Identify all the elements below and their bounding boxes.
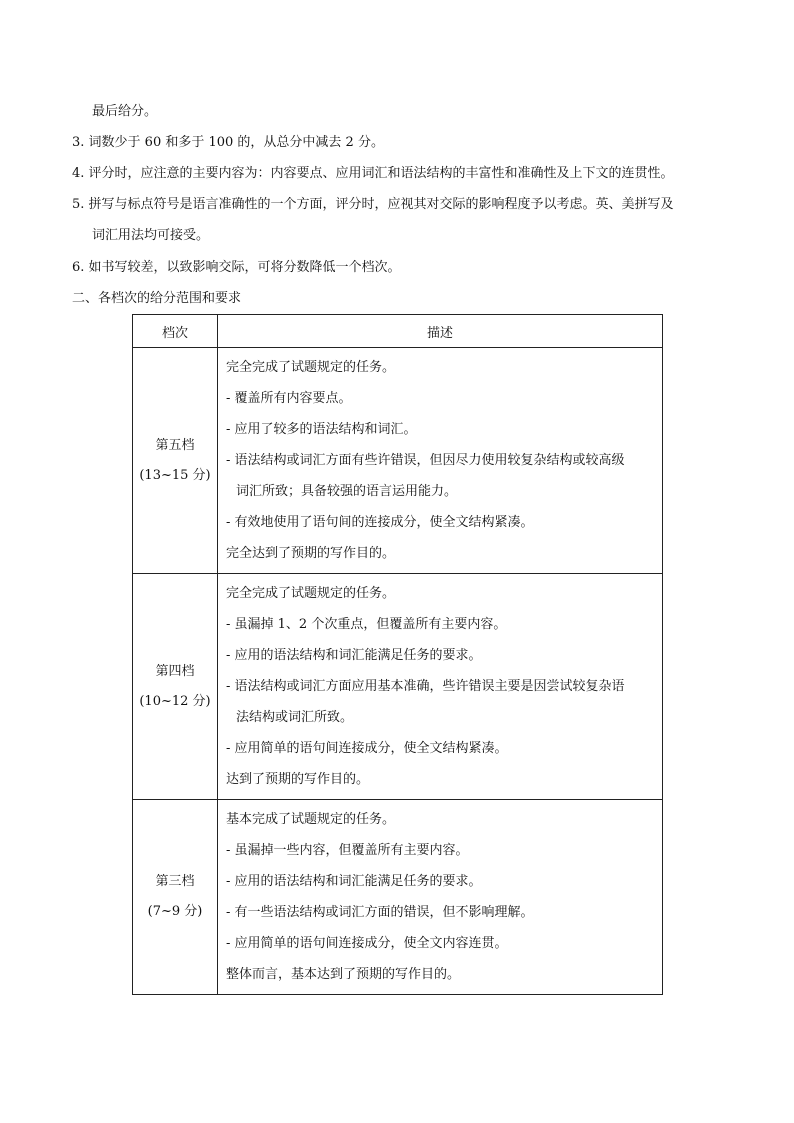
grade-name: 第四档 [155,663,195,679]
grade-cell [133,348,218,574]
description-line: 完全完成了试题规定的任务。 [226,586,396,601]
grade-cell [133,574,218,800]
description-line: - 虽漏掉一些内容，但覆盖所有主要内容。 [226,843,469,858]
description-line: - 有效地使用了语句间的连接成分，使全文结构紧凑。 [226,515,534,530]
paragraph-4: 4. 评分时，应注意的主要内容为：内容要点、应用词汇和语法结构的丰富性和准确性及上下文的连贯性。 [72,166,674,181]
description-line: - 虽漏掉 1、2 个次重点，但覆盖所有主要内容。 [226,617,507,632]
grade-range: (7~9 分) [147,904,203,919]
description-line: - 有一些语法结构或词汇方面的错误，但不影响理解。 [226,905,534,920]
grade-range: (13~15 分) [139,467,211,483]
description-line: 达到了预期的写作目的。 [226,772,370,787]
description-cell [218,574,663,800]
grading-table [132,314,663,995]
table-header-row [133,315,663,348]
grade-name: 第三档 [155,874,195,889]
table-row-grade-5 [133,348,663,574]
grade-range: (10~12 分) [139,693,211,709]
paragraph-2-continuation: 最后给分。 [92,104,158,119]
description-cell [218,348,663,574]
paragraph-5: 5. 拼写与标点符号是语言准确性的一个方面，评分时，应视其对交际的影响程度予以考虑。英、美拼写及 [72,197,674,212]
section-heading: 二、各档次的给分范围和要求 [72,291,242,306]
table-row-grade-3 [133,800,663,995]
paragraph-6: 6. 如书写较差，以致影响交际，可将分数降低一个档次。 [72,260,401,275]
description-line: - 应用的语法结构和词汇能满足任务的要求。 [226,648,482,663]
description-line: - 应用简单的语句间连接成分，使全文结构紧凑。 [226,741,508,756]
paragraph-3: 3. 词数少于 60 和多于 100 的，从总分中减去 2 分。 [72,135,384,150]
grade-cell [133,800,218,995]
description-line: - 应用的语法结构和词汇能满足任务的要求。 [226,874,482,889]
description-line: - 应用简单的语句间连接成分，使全文内容连贯。 [226,936,508,951]
description-line: 法结构或词汇所致。 [236,710,354,725]
description-line: 完全完成了试题规定的任务。 [226,360,396,375]
description-line: 整体而言，基本达到了预期的写作目的。 [226,967,461,982]
description-line: 基本完成了试题规定的任务。 [226,812,396,827]
paragraph-5-continuation: 词汇用法均可接受。 [92,228,210,243]
description-line: 词汇所致；具备较强的语言运用能力。 [236,484,458,499]
header-description: 描述 [218,315,663,348]
description-line: - 语法结构或词汇方面应用基本准确，些许错误主要是因尝试较复杂语 [226,679,625,694]
description-line: - 覆盖所有内容要点。 [226,391,352,406]
header-grade: 档次 [133,315,218,348]
table-row-grade-4 [133,574,663,800]
description-line: - 语法结构或词汇方面有些许错误，但因尽力使用较复杂结构或较高级 [226,453,625,468]
description-line: - 应用了较多的语法结构和词汇。 [226,422,417,437]
description-line: 完全达到了预期的写作目的。 [226,546,396,561]
description-cell [218,800,663,995]
grade-name: 第五档 [155,437,195,453]
